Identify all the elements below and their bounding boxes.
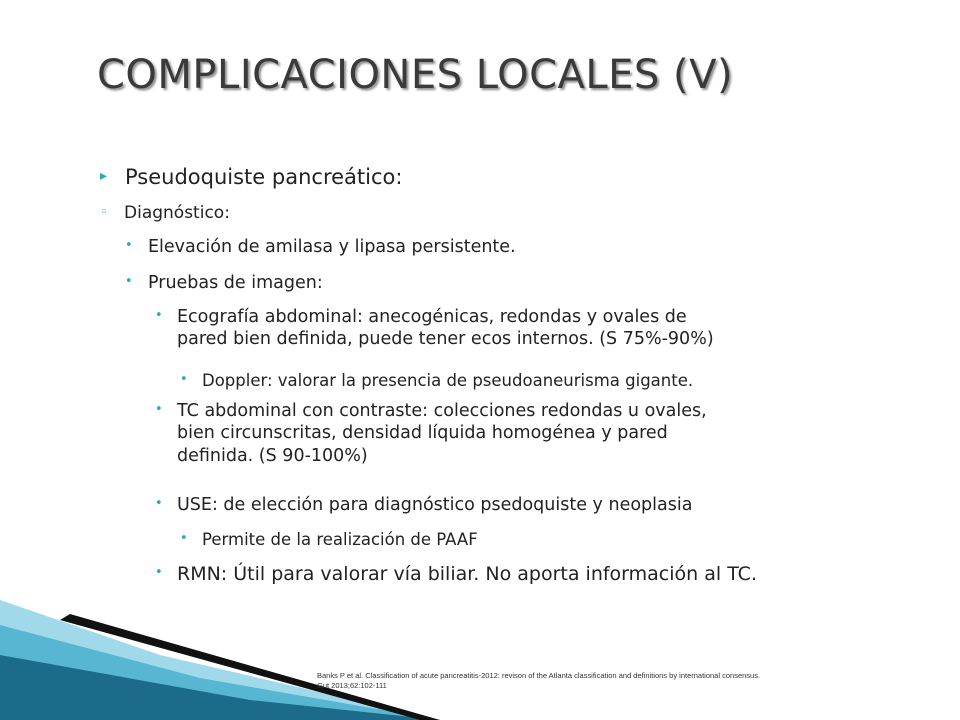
item-text-line: pared bien definida, puede tener ecos internos. (S 75%-90%) bbox=[177, 329, 714, 350]
item-text-line: definida. (S 90-100%) bbox=[177, 445, 368, 466]
list-item bbox=[180, 370, 693, 391]
list-item bbox=[155, 562, 757, 586]
item-text: Doppler: valorar la presencia de pseudoaneurisma gigante. bbox=[202, 371, 694, 390]
citation-line: Banks P et al. Classification of acute pancreatitis-2012: revison of the Atlanta classification and definitions by international consensus. bbox=[317, 671, 761, 680]
item-text: Pseudoquiste pancreático: bbox=[125, 165, 403, 189]
citation-line: Gut 2013;62:102-111 bbox=[317, 681, 387, 691]
ring-bullet-icon: ◦ bbox=[100, 205, 108, 220]
dot-bullet-icon: • bbox=[125, 274, 133, 289]
slide-title: COMPLICACIONES LOCALES (V) bbox=[97, 52, 734, 98]
item-text: RMN: Útil para valorar vía biliar. No aporta información al TC. bbox=[177, 563, 757, 585]
item-text: USE: de elección para diagnóstico psedoquiste y neoplasia bbox=[177, 495, 693, 515]
list-item bbox=[180, 529, 478, 550]
item-text-line: Ecografía abdominal: anecogénicas, redondas y ovales de bbox=[177, 307, 687, 327]
list-item bbox=[100, 203, 230, 225]
list-item bbox=[100, 164, 402, 191]
dot-bullet-icon: • bbox=[180, 372, 188, 387]
item-text: Pruebas de imagen: bbox=[148, 273, 323, 293]
item-text: Diagnóstico: bbox=[124, 203, 230, 223]
dot-bullet-icon: • bbox=[155, 496, 163, 511]
dot-bullet-icon: • bbox=[180, 531, 188, 546]
item-text: Permite de la realización de PAAF bbox=[202, 530, 478, 549]
dot-bullet-icon: • bbox=[155, 402, 163, 417]
dot-bullet-icon: • bbox=[125, 238, 133, 253]
list-item bbox=[155, 306, 714, 351]
list-item bbox=[125, 236, 516, 258]
citation bbox=[317, 671, 917, 691]
list-item bbox=[155, 494, 692, 516]
dot-bullet-icon: • bbox=[155, 565, 163, 580]
arrow-bullet-icon: ▸ bbox=[100, 168, 108, 184]
item-text-line: TC abdominal con contraste: colecciones redondas u ovales, bbox=[177, 401, 707, 421]
dot-bullet-icon: • bbox=[155, 308, 163, 323]
item-text-line: bien circunscritas, densidad líquida homogénea y pared bbox=[177, 423, 668, 444]
list-item bbox=[155, 400, 707, 467]
list-item bbox=[125, 272, 323, 294]
item-text: Elevación de amilasa y lipasa persistente. bbox=[148, 237, 516, 257]
corner-decoration bbox=[0, 600, 460, 720]
